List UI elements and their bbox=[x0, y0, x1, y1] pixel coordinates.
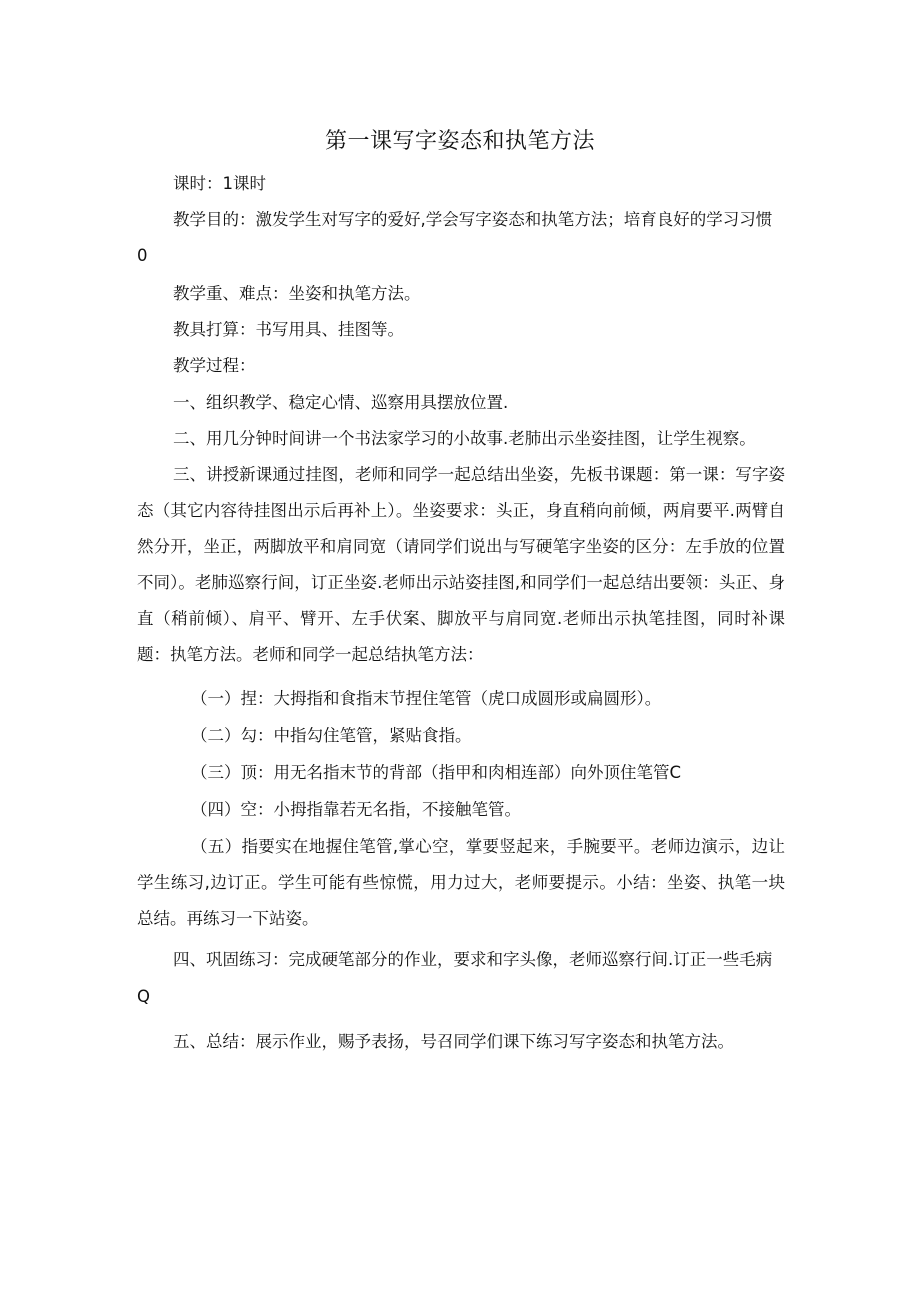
step-five: 五、总结：展示作业，赐予表扬，号召同学们课下练习写字姿态和执笔方法。 bbox=[173, 1032, 734, 1051]
step-two: 二、用几分钟时间讲一个书法家学习的小故事.老肺出示坐姿挂图，让学生视察。 bbox=[173, 429, 756, 448]
step-four: 四、巩固练习：完成硬笔部分的作业，要求和字头像，老师巡察行间.订正一些毛病 bbox=[173, 950, 773, 969]
teaching-objective: 教学目的：激发学生对写字的爱好,学会写字姿态和执笔方法；培育良好的学习习惯 bbox=[173, 210, 773, 229]
document-title: 第一课写字姿态和执笔方法 bbox=[324, 129, 595, 154]
key-points: 教学重、难点：坐姿和执笔方法。 bbox=[173, 284, 421, 303]
class-hours: 课时：1课时 bbox=[173, 174, 266, 193]
process-label: 教学过程： bbox=[173, 356, 256, 375]
method-firm-grip: （五）指要实在地握住笔管,掌心空，掌要竖起来，手腕要平。老师边演示，边让学生练习,边订正。学生可能有些惊慌，用力过大，老师要提示。小结：坐姿、执笔一块总结。再练习一下站姿。 bbox=[137, 837, 785, 928]
method-empty: （四）空：小拇指靠若无名指，不接触笔管。 bbox=[191, 800, 521, 819]
step-three: 三、讲授新课通过挂图，老师和同学一起总结出坐姿，先板书课题：第一课：写字姿态（其它内容待挂图出示后再补上）。坐姿要求：头正，身直稍向前倾，两肩要平.两臂自然分开，坐正，两脚放平和肩同宽（请同学们说出与写硬笔字坐姿的区分：左手放的位置不同）。老肺巡察行间，订正坐姿.老师出示站姿挂图,和同学们一起总结出要领：头正、身直（稍前倾）、肩平、臂开、左手伏案、脚放平与肩同宽.老师出示执笔挂图，同时补课题：执笔方法。老师和同学一起总结执笔方法： bbox=[137, 465, 785, 664]
teaching-objective-tail: 0 bbox=[137, 246, 148, 265]
teaching-tools: 教具打算：书写用具、挂图等。 bbox=[173, 320, 404, 339]
step-one: 一、组织教学、稳定心情、巡察用具摆放位置. bbox=[173, 393, 509, 412]
method-push: （三）顶：用无名指末节的背部（指甲和肉相连部）向外顶住笔管C bbox=[191, 763, 682, 782]
step-four-tail: Q bbox=[137, 987, 150, 1006]
method-hook: （二）勾：中指勾住笔管，紧贴食指。 bbox=[191, 726, 472, 745]
method-pinch: （一）捏：大拇指和食指末节捏住笔管（虎口成圆形或扁圆形）。 bbox=[191, 689, 662, 708]
